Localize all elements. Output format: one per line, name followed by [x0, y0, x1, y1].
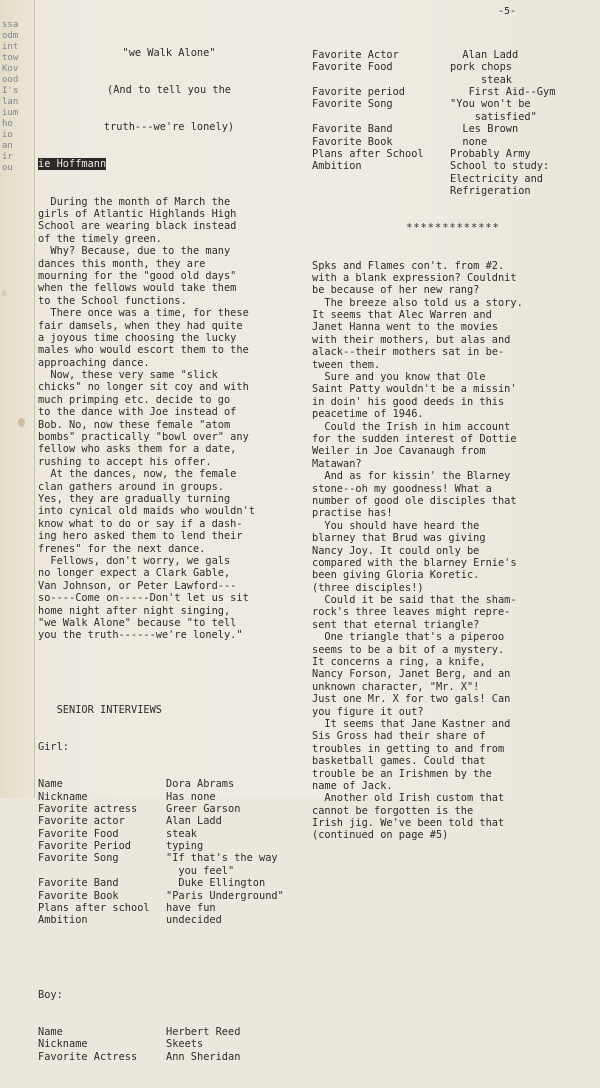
article-line: rushing to accept his offer.: [38, 455, 212, 468]
girl-interview-list: [38, 778, 300, 927]
article-line: Yes, they are gradually turning: [38, 493, 231, 505]
article-line: dances this month, they are: [38, 257, 206, 270]
field-value: Greer Garson: [166, 802, 241, 815]
article-line: Irish jig. We've been told that: [312, 817, 505, 830]
field-value: Skeets: [166, 1038, 204, 1051]
margin-text-fragments: [2, 20, 18, 174]
article-line: "we Walk Alone" because "to tell: [38, 616, 237, 629]
field-value: Refrigeration: [450, 185, 531, 198]
field-value: undecided: [166, 914, 222, 927]
article-line: stone--oh my goodness! What a: [312, 482, 492, 495]
article-line: chicks" no longer sit coy and with: [38, 381, 249, 394]
article-line: no longer expect a Clark Gable,: [38, 567, 231, 580]
article-line: Now, these very same "slick: [38, 369, 218, 382]
article-line: It concerns a ring, a knife,: [312, 656, 486, 669]
article-line: bombs" practically "bowl over" any: [38, 431, 249, 444]
field-label: Favorite period: [312, 85, 405, 98]
article-line: males who would escort them to the: [38, 344, 249, 357]
article-line: troubles in getting to and from: [312, 742, 505, 755]
article-line: to the School functions.: [38, 294, 187, 307]
article-line: unknown character, "Mr. X"!: [312, 680, 480, 693]
interview-row: [38, 890, 300, 902]
interview-row: [38, 902, 300, 914]
interview-row: [312, 61, 594, 73]
interview-row: [38, 865, 300, 877]
interview-row: [38, 1051, 300, 1063]
margin-fragment: ssa: [2, 20, 19, 30]
interview-row: [312, 148, 594, 160]
field-label: Favorite Band: [38, 877, 119, 890]
field-value: steak: [450, 73, 512, 86]
article-line: practise has!: [312, 507, 393, 520]
article-line: clan gathers around in groups.: [38, 480, 224, 493]
article-line: a joyous time choosing the lucky: [38, 331, 237, 344]
field-label: Favorite Band: [312, 123, 393, 136]
article-line: basketball games. Could that: [312, 755, 486, 768]
boy-interview-list: [38, 1026, 300, 1063]
article-line: of the timely green.: [38, 232, 162, 245]
field-label: [312, 173, 450, 185]
article-line: name of Jack.: [312, 779, 393, 792]
field-label: Favorite Book: [312, 135, 393, 148]
margin-fragment: lan: [2, 97, 19, 107]
article-line: approaching dance.: [38, 356, 150, 369]
interview-row: [38, 815, 300, 827]
field-value: Duke Ellington: [166, 877, 266, 890]
field-label: Favorite Song: [312, 98, 393, 111]
field-value: steak: [166, 827, 197, 840]
article-subtitle: (And to tell you the: [107, 84, 231, 97]
interviews-heading: SENIOR INTERVIEWS: [56, 703, 162, 716]
article-line: And as for kissin' the Blarney: [312, 470, 511, 483]
article-line: Sure and you know that Ole: [312, 371, 486, 384]
article-line: you the truth------we're lonely.": [38, 629, 243, 642]
field-value: pork chops: [450, 61, 512, 74]
article-line: know what to do or say if a dash-: [38, 517, 243, 530]
field-label: Favorite Period: [38, 840, 131, 853]
interview-row: [312, 86, 594, 98]
field-label: Plans after school: [38, 902, 150, 915]
interview-row: [38, 778, 300, 790]
interview-row: [312, 123, 594, 135]
margin-fragment: an: [2, 141, 13, 151]
ink-stain: [18, 418, 25, 427]
article-line: (three disciples!): [312, 581, 424, 594]
interview-row: [38, 1026, 300, 1038]
article-line: Janet Hanna went to the movies: [312, 321, 498, 334]
article-line: home night after night singing,: [38, 604, 231, 617]
article-line: sent that eternal triangle?: [312, 618, 480, 631]
field-label: Nickname: [38, 790, 88, 803]
margin-fragment: io: [2, 130, 13, 140]
article-line: Another old Irish custom that: [312, 792, 505, 805]
field-label: Favorite Actor: [312, 48, 399, 61]
article-title: "we Walk Alone": [122, 46, 216, 59]
margin-fragment: int: [2, 42, 19, 52]
field-value: First Aid--Gym: [450, 85, 556, 98]
field-value: Alan Ladd: [450, 48, 519, 61]
article-line: Why? Because, due to the many: [38, 245, 231, 258]
interview-row: [312, 98, 594, 110]
boy-label: Boy:: [38, 988, 63, 1001]
article-line: rock's three leaves might repre-: [312, 606, 511, 619]
article-line: There once was a time, for these: [38, 307, 249, 320]
article-line: Matawan?: [312, 457, 362, 470]
article-line: into cynical old maids who wouldn't: [38, 505, 255, 518]
field-value: Dora Abrams: [166, 778, 235, 791]
article-line: with their mothers, but alas and: [312, 333, 511, 346]
article-line: mourning for the "good old days": [38, 269, 237, 282]
article-line: It seems that Alec Warren and: [312, 309, 492, 322]
interview-row: [38, 803, 300, 815]
page-number: -5-: [498, 6, 517, 17]
field-value: "Paris Underground": [166, 889, 284, 902]
field-value: Alan Ladd: [166, 815, 222, 828]
article-line: been giving Gloria Koretic.: [312, 569, 480, 582]
article-line: in doin' his good deeds in this: [312, 395, 505, 408]
field-value: "You won't be: [450, 98, 531, 111]
article-line: alack--their mothers sat in be-: [312, 346, 505, 359]
field-label: Name: [38, 778, 63, 791]
margin-fragment: ir: [2, 152, 13, 162]
article-line: Just one Mr. X for two gals! Can: [312, 693, 511, 706]
margin-fragment: ho: [2, 119, 13, 129]
article-line: when the fellows would take them: [38, 282, 237, 295]
article-line: Could it be said that the sham-: [312, 594, 517, 607]
field-value: none: [450, 135, 488, 148]
article-line: number of good ole disciples that: [312, 494, 517, 507]
field-label: Favorite Book: [38, 889, 119, 902]
gossip-article: [312, 260, 594, 842]
article-line: Fellows, don't worry, we gals: [38, 554, 231, 567]
margin-fragment: ood: [2, 75, 19, 85]
field-label: Ambition: [312, 160, 362, 173]
article-line: You should have heard the: [312, 519, 480, 532]
article-line: peacetime of 1946.: [312, 408, 424, 421]
field-label: Favorite actress: [38, 802, 138, 815]
field-label: [38, 865, 166, 877]
field-value: "If that's the way: [166, 852, 278, 865]
interview-row: [38, 791, 300, 803]
article-line: trouble be an Irishmen by the: [312, 767, 492, 780]
interview-row: [312, 111, 594, 123]
field-label: Name: [38, 1026, 63, 1039]
interview-row: [312, 136, 594, 148]
left-column: [38, 22, 300, 1088]
article-line: The breeze also told us a story.: [312, 296, 523, 309]
article-line: It seems that Jane Kastner and: [312, 717, 511, 730]
article-line: Saint Patty wouldn't be a missin': [312, 383, 517, 396]
article-line: At the dances, now, the female: [38, 468, 237, 481]
interview-row: [38, 914, 300, 926]
article-body: [38, 196, 300, 642]
article-line: girls of Atlantic Highlands High: [38, 208, 237, 221]
article-line: much primping etc. decide to go: [38, 393, 231, 406]
article-line: seems to be a bit of a mystery.: [312, 643, 505, 656]
article-line: with a blank expression? Couldnit: [312, 271, 517, 284]
article-line: Nancy Forson, Janet Berg, and an: [312, 668, 511, 681]
article-line: you figure it out?: [312, 705, 424, 718]
ink-stain: [2, 290, 6, 296]
margin-fragment: ium: [2, 108, 19, 118]
field-label: Favorite Song: [38, 852, 119, 865]
article-line: for the sudden interest of Dottie: [312, 432, 517, 445]
field-value: typing: [166, 840, 204, 853]
interview-row: [312, 49, 594, 61]
right-column: [312, 24, 594, 867]
article-line: Van Johnson, or Peter Lawford---: [38, 579, 237, 592]
article-line: so----Come on-----Don't let us sit: [38, 592, 249, 605]
field-label: Favorite Food: [312, 61, 393, 74]
article-line: School are wearing black instead: [38, 220, 237, 233]
field-value: Herbert Reed: [166, 1026, 241, 1039]
article-line: fair damsels, when they had quite: [38, 319, 243, 332]
interview-row: [312, 160, 594, 172]
article-line: frenes" for the next dance.: [38, 542, 206, 555]
margin-fragment: Kov: [2, 64, 19, 74]
interview-row: [38, 828, 300, 840]
field-value: Ann Sheridan: [166, 1050, 241, 1063]
margin-fragment: ou: [2, 163, 13, 173]
field-label: Favorite actor: [38, 815, 125, 828]
article-line: compared with the blarney Ernie's: [312, 556, 517, 569]
field-label: Nickname: [38, 1038, 88, 1051]
article-line: tween them.: [312, 358, 381, 371]
field-value: you feel": [166, 864, 235, 877]
interview-row: [312, 185, 594, 197]
field-value: School to study:: [450, 160, 550, 173]
article-line: fellow who asks them for a date,: [38, 443, 237, 456]
field-value: Probably Army: [450, 147, 531, 160]
field-label: Favorite Food: [38, 827, 119, 840]
margin-fragment: odm: [2, 31, 19, 41]
field-label: Favorite Actress: [38, 1050, 138, 1063]
article-line: ing hero asked them to lend their: [38, 530, 243, 543]
interview-row: [38, 852, 300, 864]
girl-label: Girl:: [38, 740, 69, 753]
interview-row: [38, 1038, 300, 1050]
interview-row: [38, 840, 300, 852]
boy-interview-continued: [312, 49, 594, 198]
field-value: satisfied": [450, 110, 537, 123]
field-value: have fun: [166, 902, 216, 915]
article-line: Weiler in Joe Cavanaugh from: [312, 445, 486, 458]
article-line: (continued on page #5): [312, 829, 449, 842]
article-line: Sis Gross had their share of: [312, 730, 486, 743]
interview-row: [312, 74, 594, 86]
byline: ie Hoffmann: [38, 158, 107, 171]
article-line: cannot be forgotten is the: [312, 804, 474, 817]
article-line: Could the Irish in him account: [312, 420, 511, 433]
article-subtitle: truth---we're lonely): [103, 121, 235, 134]
field-label: [312, 111, 450, 123]
margin-fragment: tow: [2, 53, 19, 63]
field-label: Plans after School: [312, 147, 424, 160]
interview-row: [312, 173, 594, 185]
field-label: Ambition: [38, 914, 88, 927]
article-line: One triangle that's a piperoo: [312, 631, 505, 644]
article-line: Bob. No, now these female "atom: [38, 418, 231, 431]
article-line: Nancy Joy. It could only be: [312, 544, 480, 557]
field-value: Electricity and: [450, 172, 543, 185]
article-line: During the month of March the: [38, 195, 231, 208]
interview-row: [38, 877, 300, 889]
field-label: [312, 185, 450, 197]
article-line: blarney that Brud was giving: [312, 532, 486, 545]
field-label: [312, 74, 450, 86]
article-line: to the dance with Joe instead of: [38, 406, 237, 419]
field-value: Has none: [166, 790, 216, 803]
article-line: be because of her new rang?: [312, 284, 480, 297]
margin-fragment: I's: [2, 86, 19, 96]
section-separator: *************: [406, 222, 500, 235]
field-value: Les Brown: [450, 123, 519, 136]
article-line: Spks and Flames con't. from #2.: [312, 259, 505, 272]
